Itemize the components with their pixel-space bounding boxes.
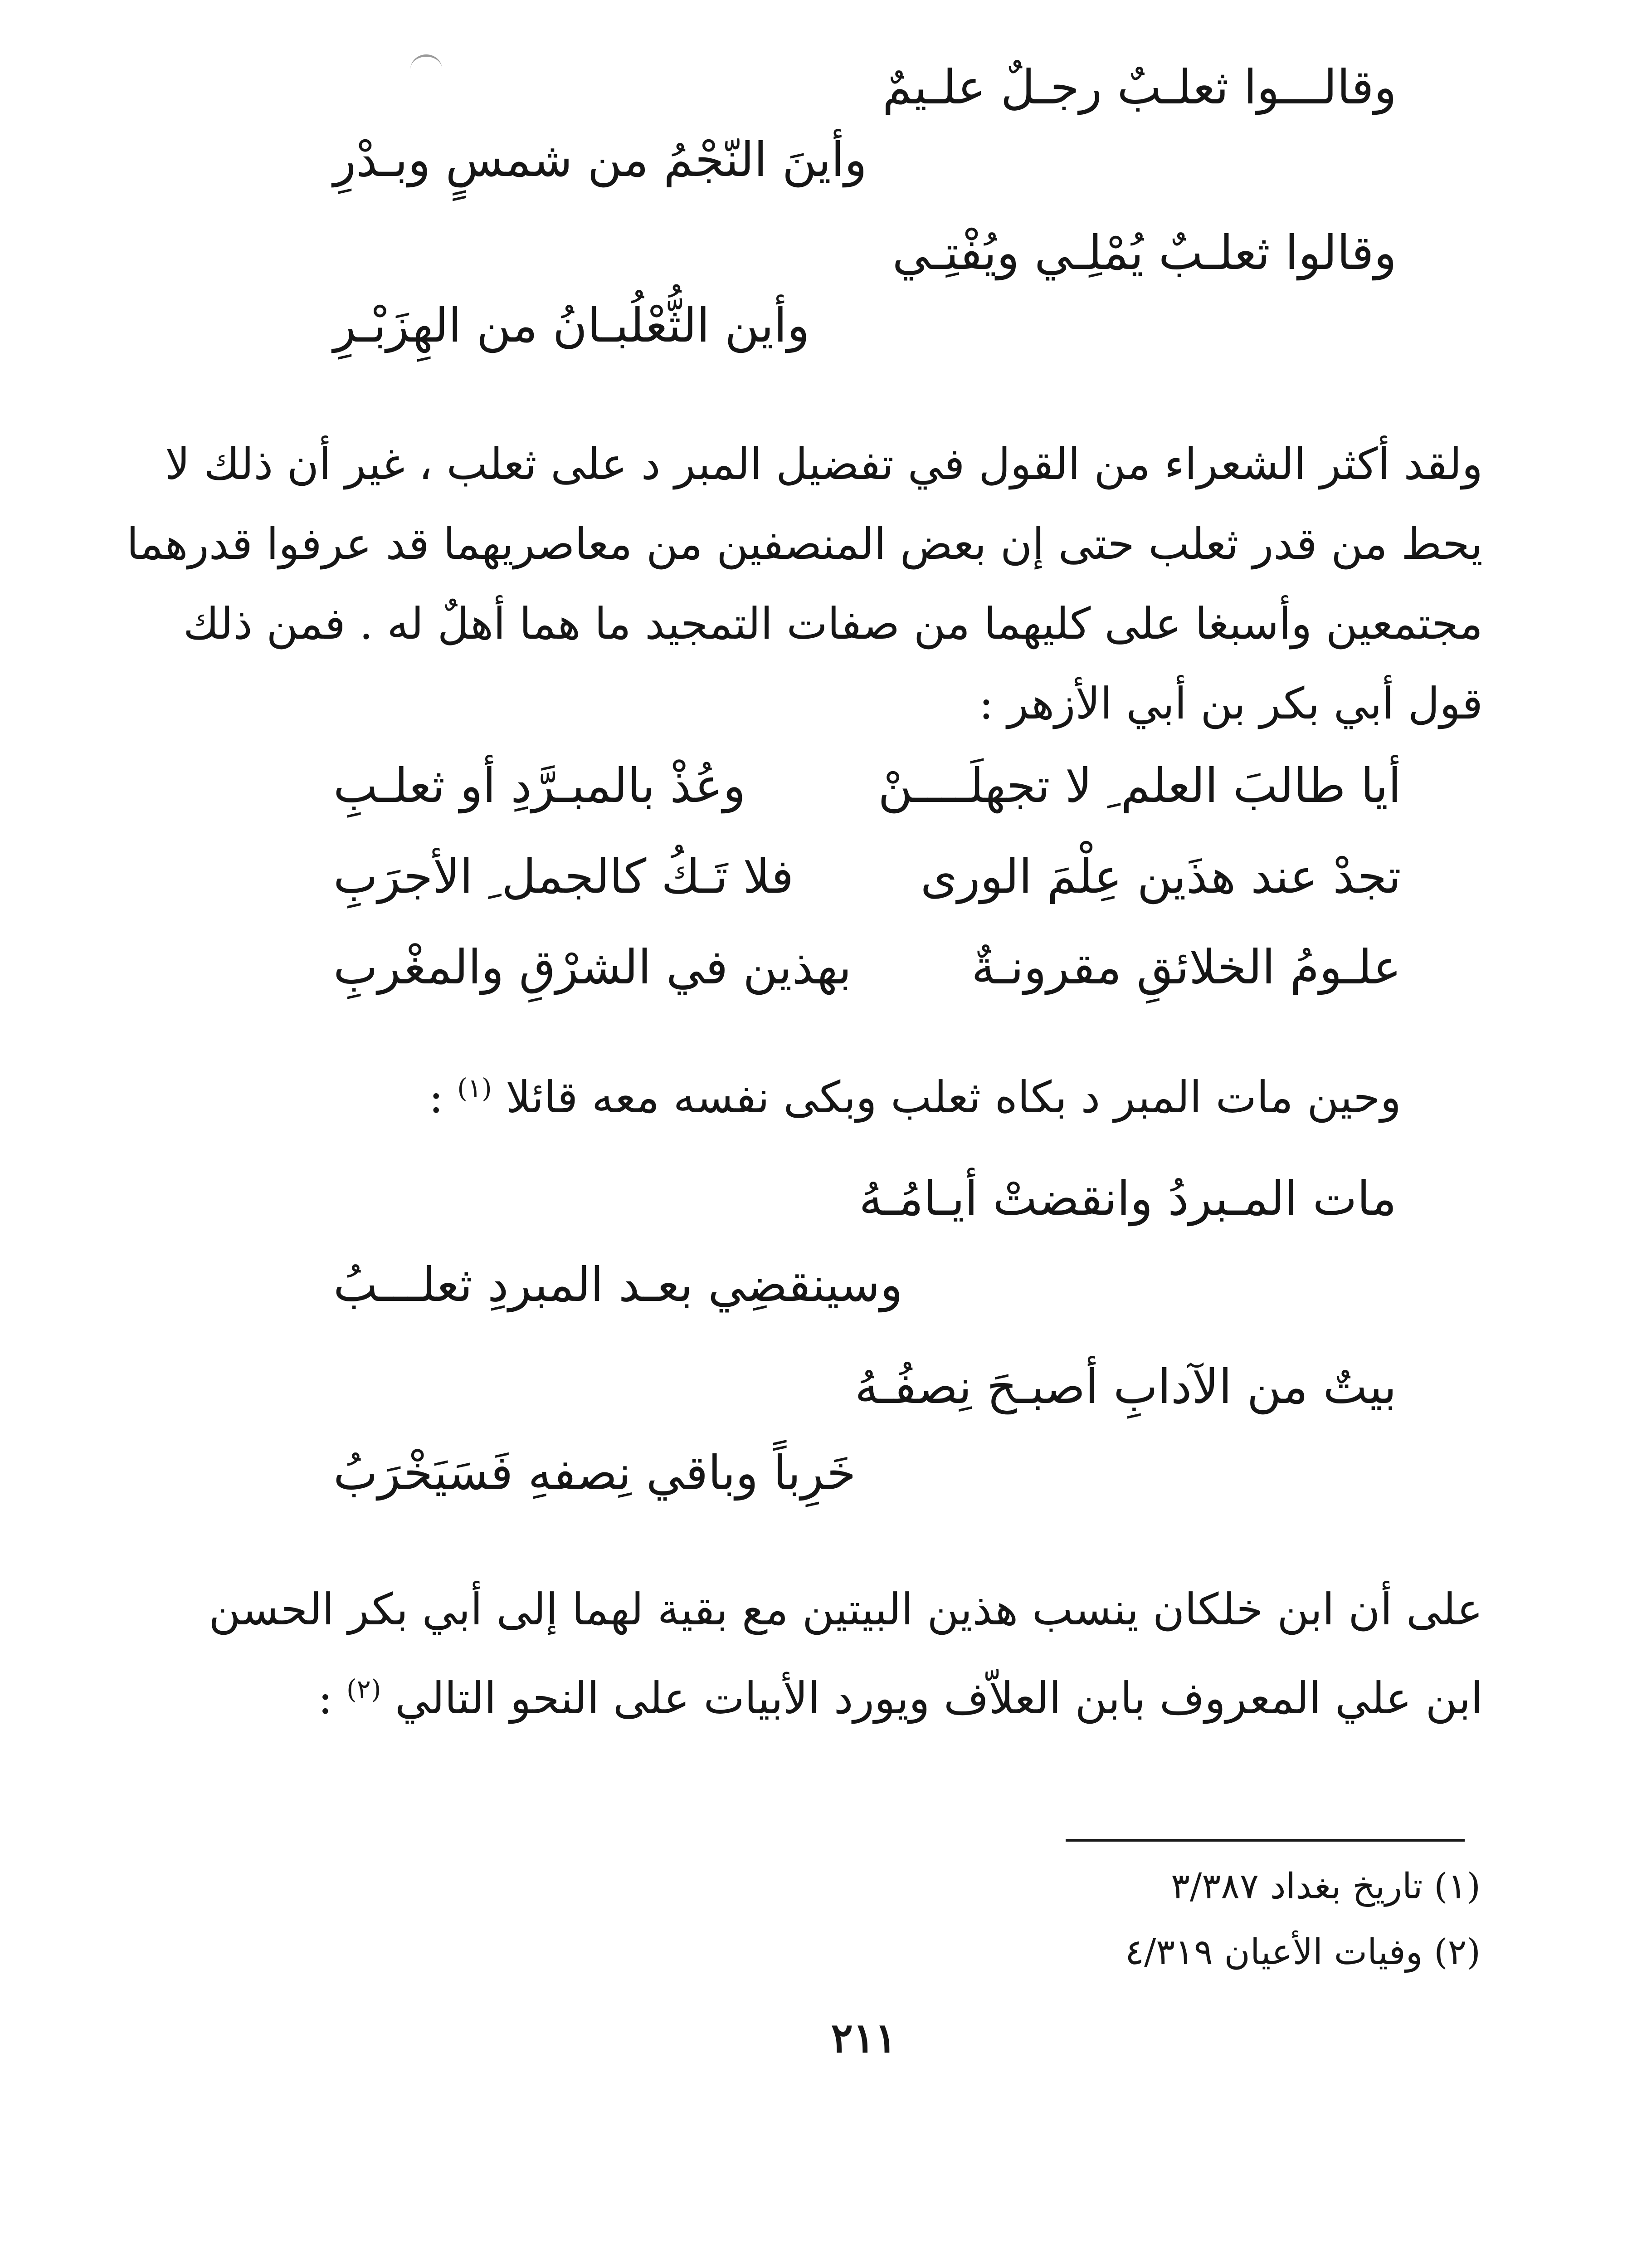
paragraph-line <box>249 1649 1483 1738</box>
paragraph-1 <box>127 424 1483 743</box>
verse-line: وقالوا ثعلـبٌ يُمْلِـي ويُفْتِـي <box>892 225 1397 280</box>
verse-line: بيتٌ من الآدابِ أصبـحَ نِصفُـهُ <box>854 1359 1397 1414</box>
footnote-separator <box>1066 1839 1465 1842</box>
paragraph-3 <box>209 1569 1483 1738</box>
paragraph-line: مجتمعين وأسبغا على كليهما من صفات التمجيد ما هما أهلٌ له . فمن ذلك <box>183 598 1483 649</box>
verse-line: وأين الثُّعْلُبـانُ من الهِزَبْـرِ <box>333 298 810 353</box>
paragraph-line: يحط من قدر ثعلب حتى إن بعض المنصفين من معاصريهما قد عرفوا قدرهما <box>127 518 1483 569</box>
scan-mark <box>410 54 442 84</box>
paragraph-text: ابن علي المعروف بابن العلاّف ويورد الأبيات على النحو التالي <box>395 1673 1483 1724</box>
verse-second-hemistich: وعُذْ بالمبـرَّدِ أو ثعلـبِ <box>333 758 746 813</box>
verse-line: خَرِباً وباقي نِصفهِ فَسَيَخْرَبُ <box>333 1445 856 1501</box>
page-number: ٢١١ <box>831 2014 897 2062</box>
paragraph-text: وحين مات المبر د بكاه ثعلب وبكى نفسه معه قائلا <box>506 1072 1401 1123</box>
paragraph-line: ولقد أكثر الشعراء من القول في تفضيل المبر د على ثعلب ، غير أن ذلك لا <box>165 439 1483 489</box>
paragraph-2 <box>429 1072 1401 1123</box>
footnote-1: (١) تاريخ بغداد ٣/٣٨٧ <box>1171 1866 1481 1907</box>
paragraph-line: على أن ابن خلكان ينسب هذين البيتين مع بقية لهما إلى أبي بكر الحسن <box>209 1584 1483 1635</box>
verse-line: وسينقضِي بعـد المبردِ ثعلـــبُ <box>333 1257 903 1312</box>
paragraph-colon: : <box>429 1072 443 1123</box>
verse-line: وأينَ النّجْمُ من شمسٍ وبـدْرِ <box>333 132 867 187</box>
footnote-reference: (٢) <box>346 1674 381 1705</box>
verse-line: وقالـــوا ثعلـبٌ رجـلٌ علـيمٌ <box>882 59 1397 115</box>
paragraph-colon: : <box>318 1673 333 1724</box>
paragraph-line: قول أبي بكر بن أبي الأزهر : <box>979 678 1483 729</box>
verse-first-hemistich: أيا طالبَ العلم ِ لا تجهلَــــنْ <box>878 758 1401 813</box>
verse-second-hemistich: فلا تَـكُ كالجمل ِ الأجرَبِ <box>333 849 794 904</box>
verse-first-hemistich: علـومُ الخلائقِ مقرونـةٌ <box>971 939 1401 995</box>
verse-second-hemistich: بهذين في الشرْقِ والمغْربِ <box>333 939 852 995</box>
footnote-2: (٢) وفيات الأعيان ٤/٣١٩ <box>1125 1932 1481 1973</box>
verse-line: مات المـبردُ وانقضتْ أيـامُـهُ <box>859 1171 1397 1226</box>
verse-first-hemistich: تجدْ عند هذَين عِلْمَ الورى <box>920 849 1401 904</box>
footnote-reference: (١) <box>457 1073 492 1104</box>
